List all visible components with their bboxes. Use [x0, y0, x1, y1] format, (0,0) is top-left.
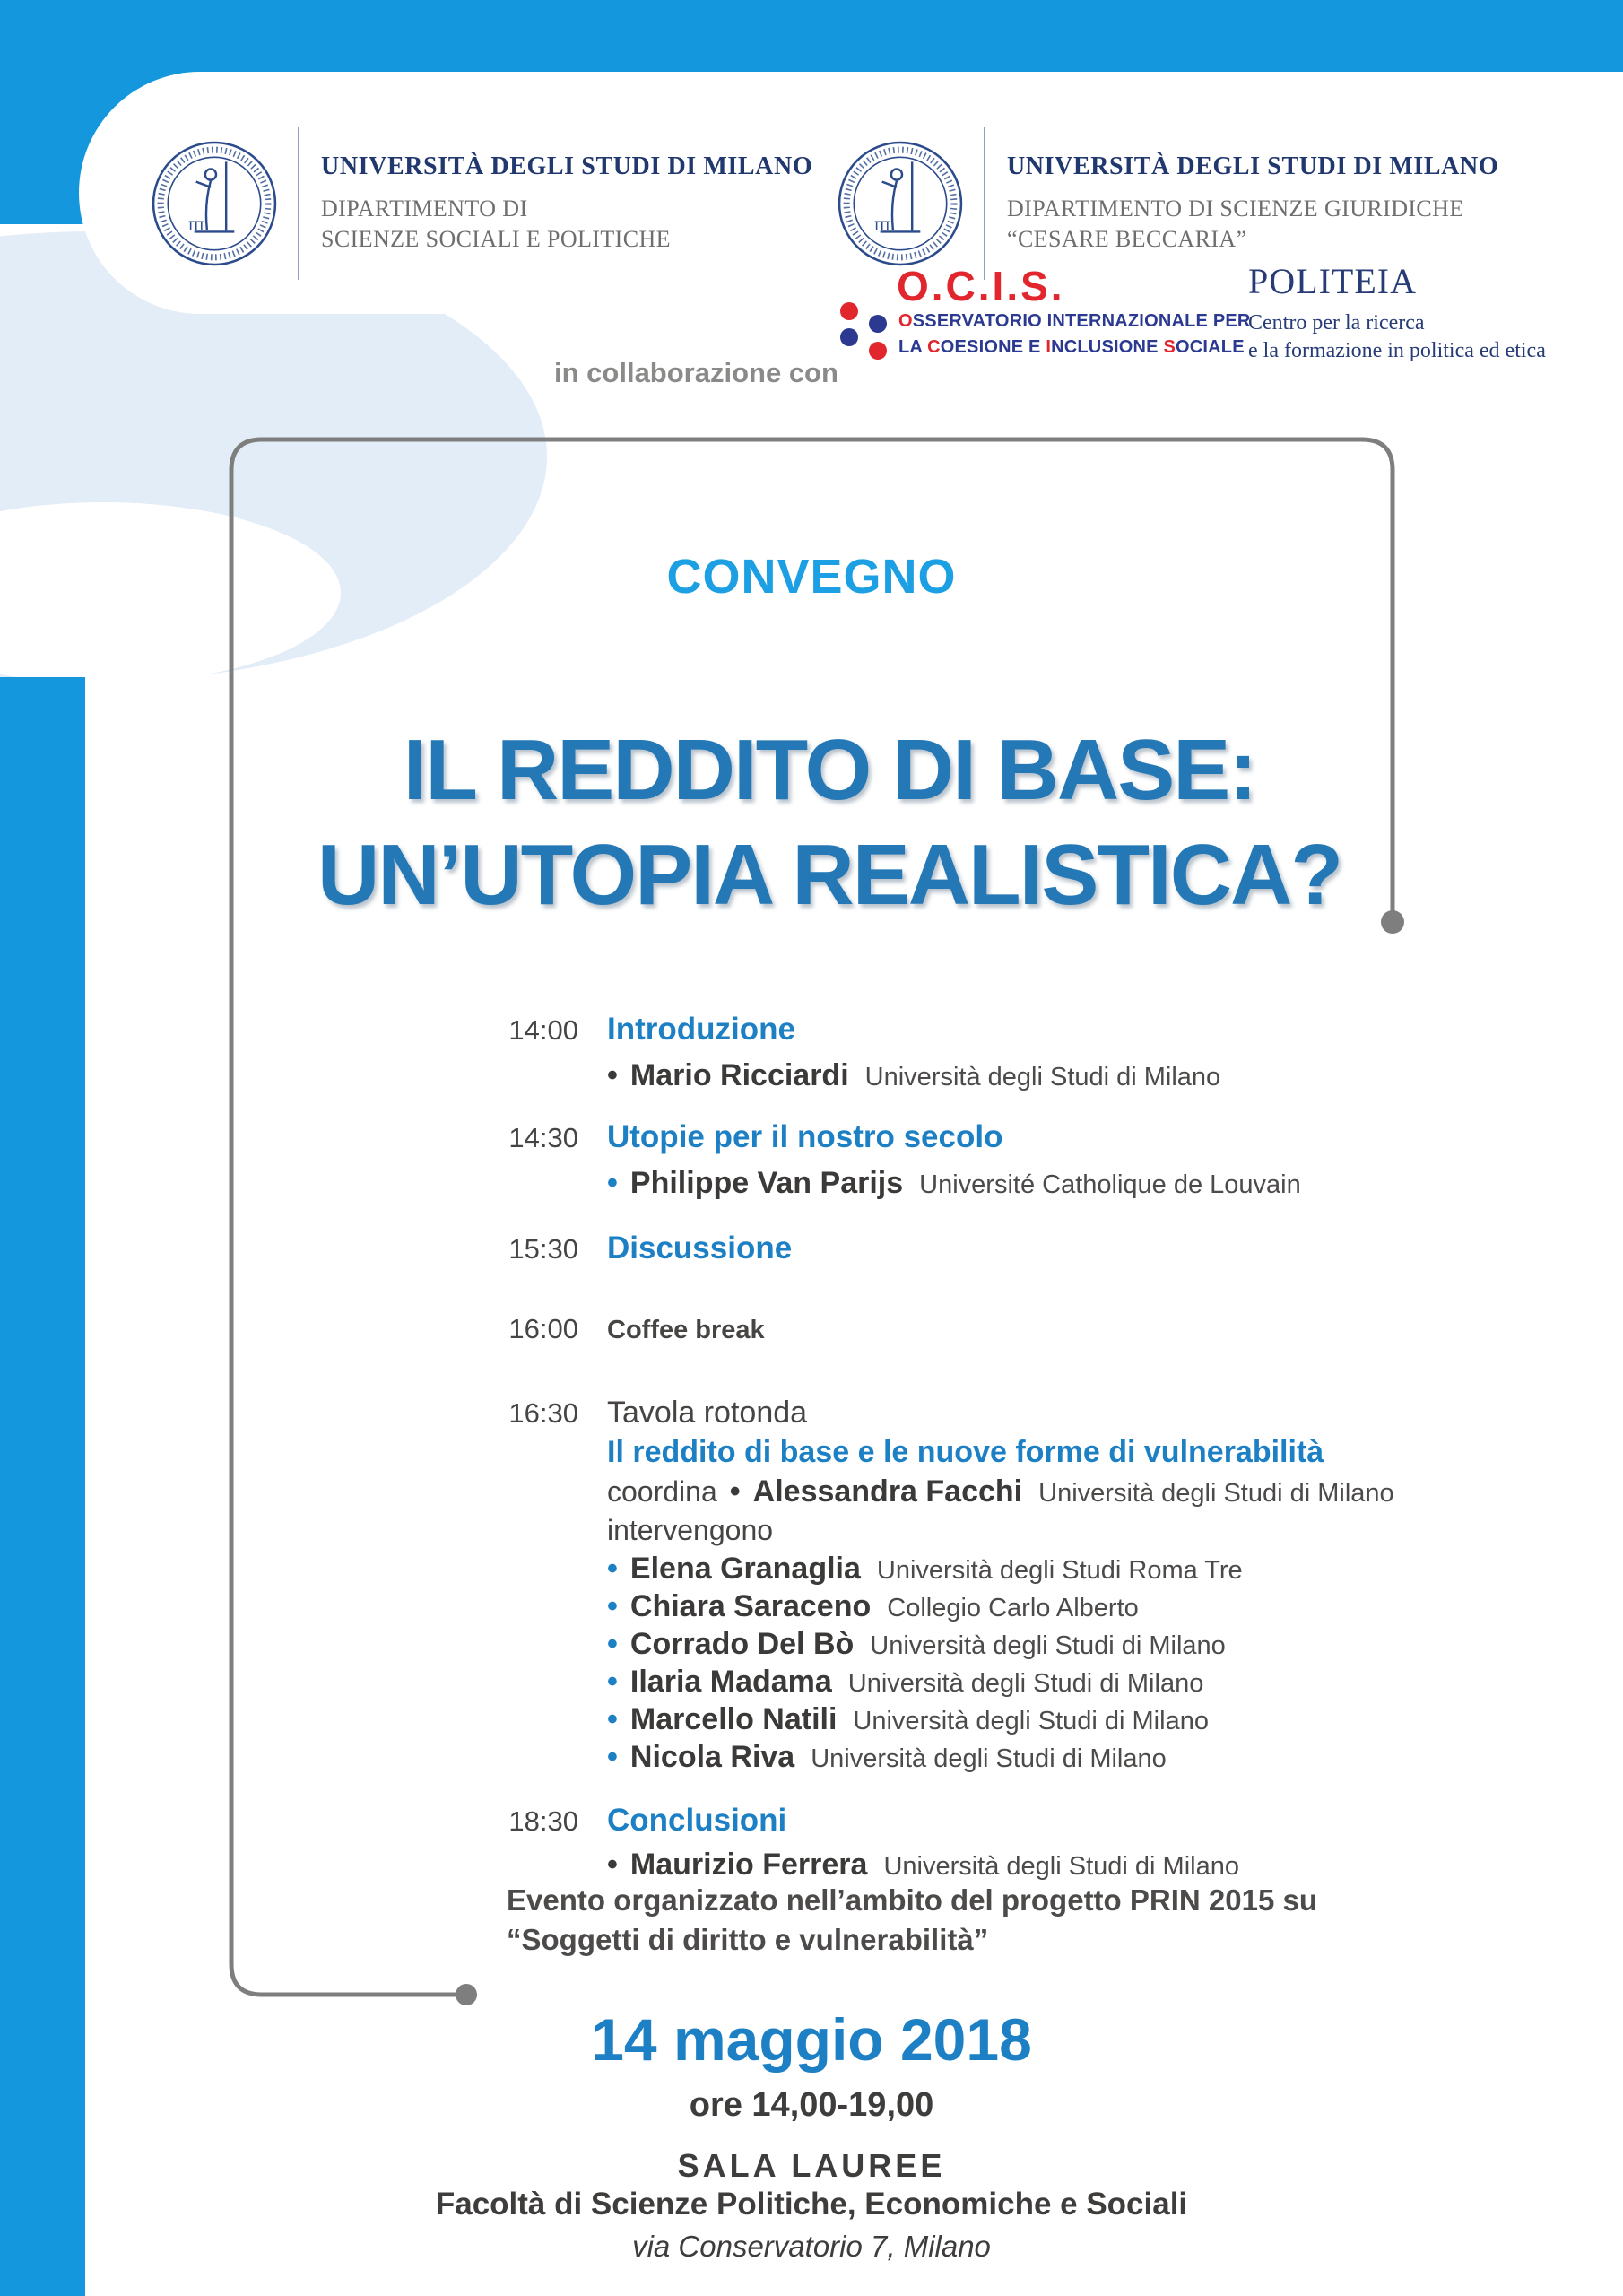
university-name-left: UNIVERSITÀ DEGLI STUDI DI MILANO [321, 152, 813, 180]
speaker-line [607, 1166, 1301, 1201]
speaker-affiliation: Università degli Studi Roma Tre [876, 1556, 1243, 1585]
event-title-line2: UN’UTOPIA REALISTICA? [317, 827, 1341, 924]
unimi-seal-icon [837, 140, 964, 267]
header-right-department [837, 127, 1498, 280]
politeia-desc-line: e la formazione in politica ed etica [1248, 339, 1546, 363]
header-divider [298, 127, 299, 280]
speaker-affiliation: Collegio Carlo Alberto [887, 1594, 1139, 1622]
venue-address: via Conservatorio 7, Milano [632, 2230, 991, 2263]
speaker-line [607, 1589, 1139, 1624]
coordinator-line [607, 1474, 1394, 1509]
ocis-letter: S [1163, 337, 1176, 357]
department-name-left [321, 194, 812, 256]
round-table-subtitle-text: Il reddito di base e le nuove forme di vulnerabilità [607, 1435, 1324, 1469]
ocis-dot-red [869, 342, 887, 360]
speaker-name: Alessandra Facchi [752, 1474, 1023, 1509]
speaker-affiliation: Université Catholique de Louvain [919, 1170, 1301, 1199]
ocis-dot-blue [840, 328, 858, 346]
session-time: 14:30 [508, 1122, 578, 1153]
speaker-line [607, 1665, 1203, 1700]
session-time: 14:00 [508, 1014, 578, 1046]
event-note-line2: “Soggetti di diritto e vulnerabilità” [507, 1923, 989, 1956]
speaker-affiliation: Università degli Studi di Milano [847, 1669, 1204, 1698]
speaker-line [607, 1740, 1167, 1775]
politeia-name: POLITEIA [1248, 261, 1417, 301]
session-row-discussione [505, 1231, 1536, 1266]
session-title: Utopie per il nostro secolo [607, 1119, 1003, 1154]
speaker-name: Mario Ricciardi [629, 1058, 849, 1092]
event-note-line1: Evento organizzato nell’ambito del progetto PRIN 2015 su [507, 1883, 1317, 1917]
speaker-name: Marcello Natili [629, 1702, 838, 1736]
speaker-name: Philippe Van Parijs [629, 1166, 904, 1200]
ocis-logo-line1 [898, 311, 1251, 332]
ocis-text: LA [898, 337, 928, 357]
speaker-line [607, 1627, 1226, 1662]
session-time: 18:30 [508, 1805, 578, 1837]
bullet-icon: • [607, 1058, 618, 1092]
speaker-line [607, 1552, 1243, 1587]
politeia-logo [1248, 260, 1546, 365]
politeia-desc-line: Centro per la ricerca [1248, 311, 1425, 335]
session-row-conclusioni [505, 1803, 1536, 1839]
ocis-letter: C [927, 337, 941, 357]
ocis-text: OESIONE E [940, 337, 1046, 357]
ocis-logo-line2 [898, 337, 1245, 358]
bullet-icon: • [607, 1589, 618, 1623]
event-hours: ore 14,00-19,00 [689, 2086, 934, 2124]
department-line: “CESARE BECCARIA” [1007, 226, 1247, 252]
session-row-introduzione [505, 1012, 1536, 1048]
event-title-line1: IL REDDITO DI BASE: [403, 722, 1256, 818]
ocis-text: SSERVATORIO INTERNAZIONALE PER [912, 311, 1251, 331]
venue-faculty: Facoltà di Scienze Politiche, Economiche e Sociali [435, 2187, 1188, 2222]
speaker-line [607, 1848, 1239, 1883]
department-line: DIPARTIMENTO DI SCIENZE GIURIDICHE [1007, 195, 1464, 222]
collaboration-label: in collaborazione con [554, 357, 838, 388]
header-left-department [151, 127, 812, 280]
bullet-icon: • [729, 1474, 741, 1509]
bullet-icon: • [607, 1665, 618, 1699]
ocis-dot-blue [869, 315, 887, 333]
session-title: Tavola rotonda [607, 1396, 808, 1430]
speaker-affiliation: Università degli Studi di Milano [811, 1744, 1167, 1773]
bullet-icon: • [607, 1552, 618, 1586]
event-date: 14 maggio 2018 [591, 2006, 1032, 2073]
frame-end-dot-bottom [456, 1984, 477, 2005]
coordina-label: coordina [607, 1475, 717, 1508]
speaker-affiliation: Università degli Studi di Milano [864, 1063, 1221, 1091]
speaker-affiliation: Università degli Studi di Milano [870, 1631, 1226, 1660]
event-kicker: CONVEGNO [666, 550, 957, 604]
speaker-line [607, 1058, 1220, 1093]
venue-room: SALA LAUREE [677, 2147, 946, 2184]
session-time: 15:30 [508, 1233, 578, 1265]
ocis-logo-acronym: O.C.I.S. [897, 263, 1065, 309]
session-row-coffee-break [505, 1313, 1536, 1345]
session-time: 16:00 [508, 1313, 578, 1344]
session-title: Discussione [607, 1231, 793, 1265]
round-table-subtitle [607, 1435, 1324, 1470]
speaker-name: Maurizio Ferrera [629, 1848, 868, 1882]
speaker-name: Corrado Del Bò [629, 1627, 855, 1661]
speaker-name: Ilaria Madama [629, 1665, 832, 1699]
session-time: 16:30 [508, 1397, 578, 1429]
session-title: Conclusioni [607, 1803, 787, 1838]
session-row-tavola-rotonda [505, 1396, 1536, 1431]
intervengono-label-line [607, 1514, 785, 1547]
bullet-icon: • [607, 1166, 618, 1200]
bullet-icon: • [607, 1627, 618, 1661]
session-title: Introduzione [607, 1012, 795, 1047]
department-line: DIPARTIMENTO DI [321, 195, 528, 222]
bullet-icon: • [607, 1848, 618, 1882]
department-line: SCIENZE SOCIALI E POLITICHE [321, 226, 671, 252]
session-row-utopie [505, 1119, 1536, 1155]
speaker-name: Nicola Riva [629, 1740, 795, 1774]
session-title: Coffee break [607, 1316, 765, 1344]
intervengono-label: intervengono [607, 1514, 774, 1546]
ocis-dot-red [840, 302, 858, 320]
bullet-icon: • [607, 1740, 618, 1774]
ocis-letter: O [898, 311, 913, 331]
university-name-right: UNIVERSITÀ DEGLI STUDI DI MILANO [1007, 152, 1499, 180]
speaker-name: Chiara Saraceno [629, 1589, 872, 1623]
unimi-seal-icon [151, 140, 278, 267]
bullet-icon: • [607, 1702, 618, 1736]
speaker-affiliation: Università degli Studi di Milano [1038, 1479, 1394, 1508]
department-name-right [1007, 194, 1498, 256]
speaker-name: Elena Granaglia [629, 1552, 861, 1586]
header-divider [984, 127, 985, 280]
speaker-affiliation: Università degli Studi di Milano [853, 1707, 1209, 1735]
ocis-text: OCIALE [1175, 337, 1245, 357]
event-title [18, 718, 1623, 927]
speaker-line [607, 1702, 1209, 1737]
politeia-description [1248, 309, 1546, 365]
ocis-text: NCLUSIONE [1051, 337, 1164, 357]
ocis-letter: I [1046, 337, 1052, 357]
speaker-affiliation: Università degli Studi di Milano [883, 1852, 1239, 1881]
